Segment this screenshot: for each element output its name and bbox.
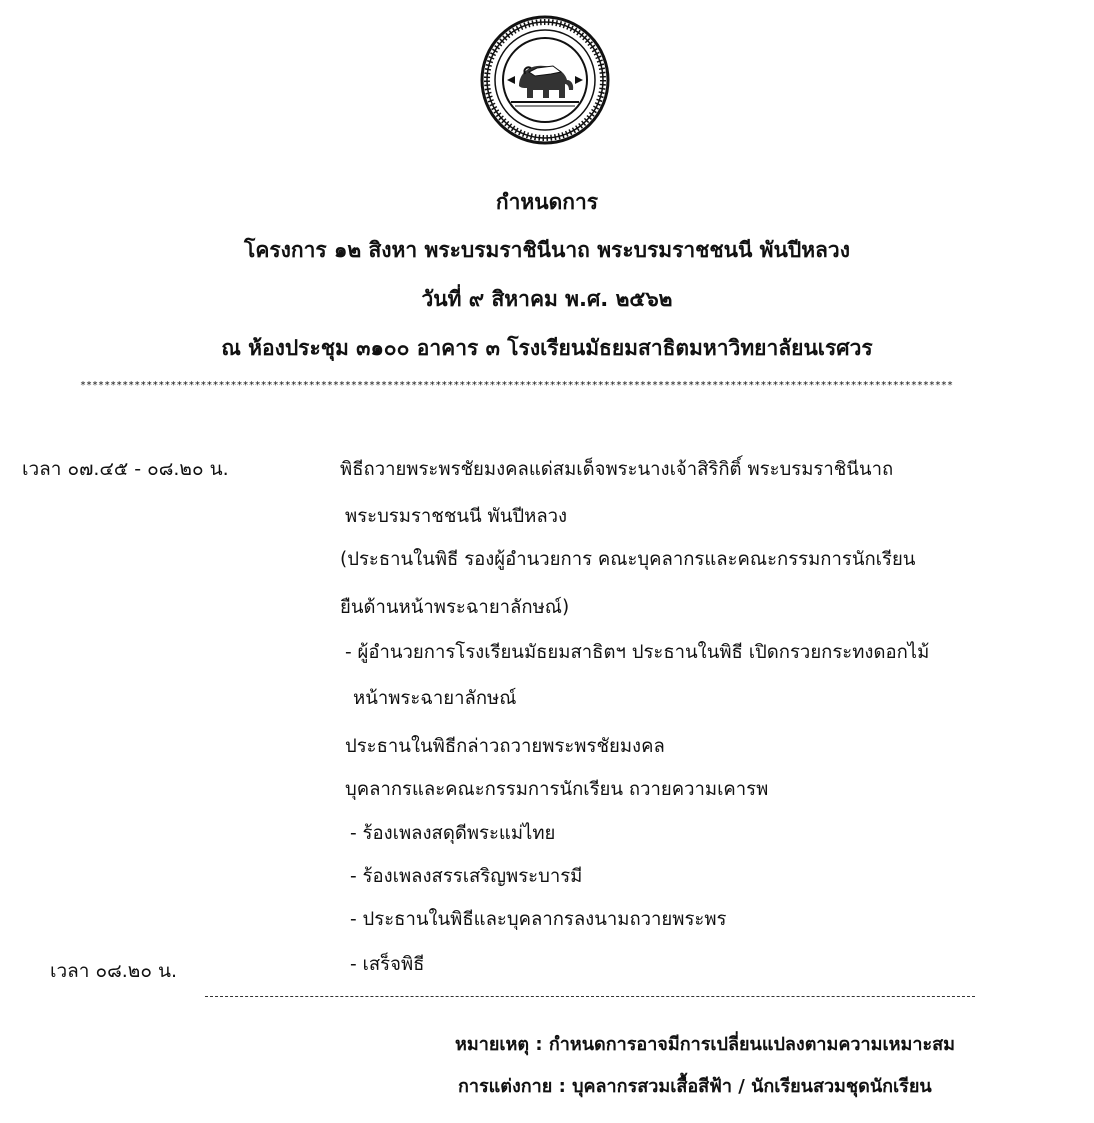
project-name: โครงการ ๑๒ สิงหา พระบรมราชินีนาถ พระบรมราชชนนี พันปีหลวง [244,238,850,262]
remark-text: กำหนดการอาจมีการเปลี่ยนแปลงตามความเหมาะสม [548,1034,955,1055]
schedule-line: - ผู้อำนวยการโรงเรียนมัธยมสาธิตฯ ประธานในพิธี เปิดกรวยกระทงดอกไม้ [345,642,930,663]
schedule-line: - เสร็จพิธี [350,954,425,975]
remark-label: หมายเหตุ : [455,1034,543,1055]
schedule-line: ยืนด้านหน้าพระฉายาลักษณ์) [340,597,570,618]
schedule-line: - ร้องเพลงสรรเสริญพระบารมี [350,866,583,887]
remark-note [455,1029,955,1058]
document-title: กำหนดการ [495,190,599,214]
schedule-line: ประธานในพิธีกล่าวถวายพระพรชัยมงคล [345,736,665,757]
dress-code-note [458,1071,932,1100]
school-seal-logo [479,14,611,146]
event-venue: ณ ห้องประชุม ๓๑๐๐ อาคาร ๓ โรงเรียนมัธยมสาธิตมหาวิทยาลัยนเรศวร [221,336,873,360]
dress-label: การแต่งกาย : [458,1076,566,1097]
schedule-line: พิธีถวายพระพรชัยมงคลแด่สมเด็จพระนางเจ้าสิริกิติ์ พระบรมราชินีนาถ [340,459,894,480]
schedule-line: (ประธานในพิธี รองผู้อำนวยการ คณะบุคลากรและคณะกรรมการนักเรียน [340,549,916,570]
schedule-line: พระบรมราชชนนี พันปีหลวง [345,506,568,527]
dashed-divider [205,996,975,997]
schedule-time-1: เวลา ๐๗.๔๕ - ๐๘.๒๐ น. [22,458,229,480]
dress-text: บุคลากรสวมเสื้อสีฟ้า / นักเรียนสวมชุดนักเรียน [572,1076,932,1097]
schedule-line: หน้าพระฉายาลักษณ์ [353,688,517,709]
schedule-time-2: เวลา ๐๘.๒๐ น. [50,960,177,982]
schedule-line: - ร้องเพลงสดุดีพระแม่ไทย [350,823,556,844]
asterisk-separator: ************************************************************************************************************************************************* [80,380,953,391]
schedule-line: บุคลากรและคณะกรรมการนักเรียน ถวายความเคารพ [345,779,769,800]
schedule-line: - ประธานในพิธีและบุคลากรลงนามถวายพระพร [350,909,727,930]
event-date: วันที่ ๙ สิหาคม พ.ศ. ๒๕๖๒ [421,287,673,311]
